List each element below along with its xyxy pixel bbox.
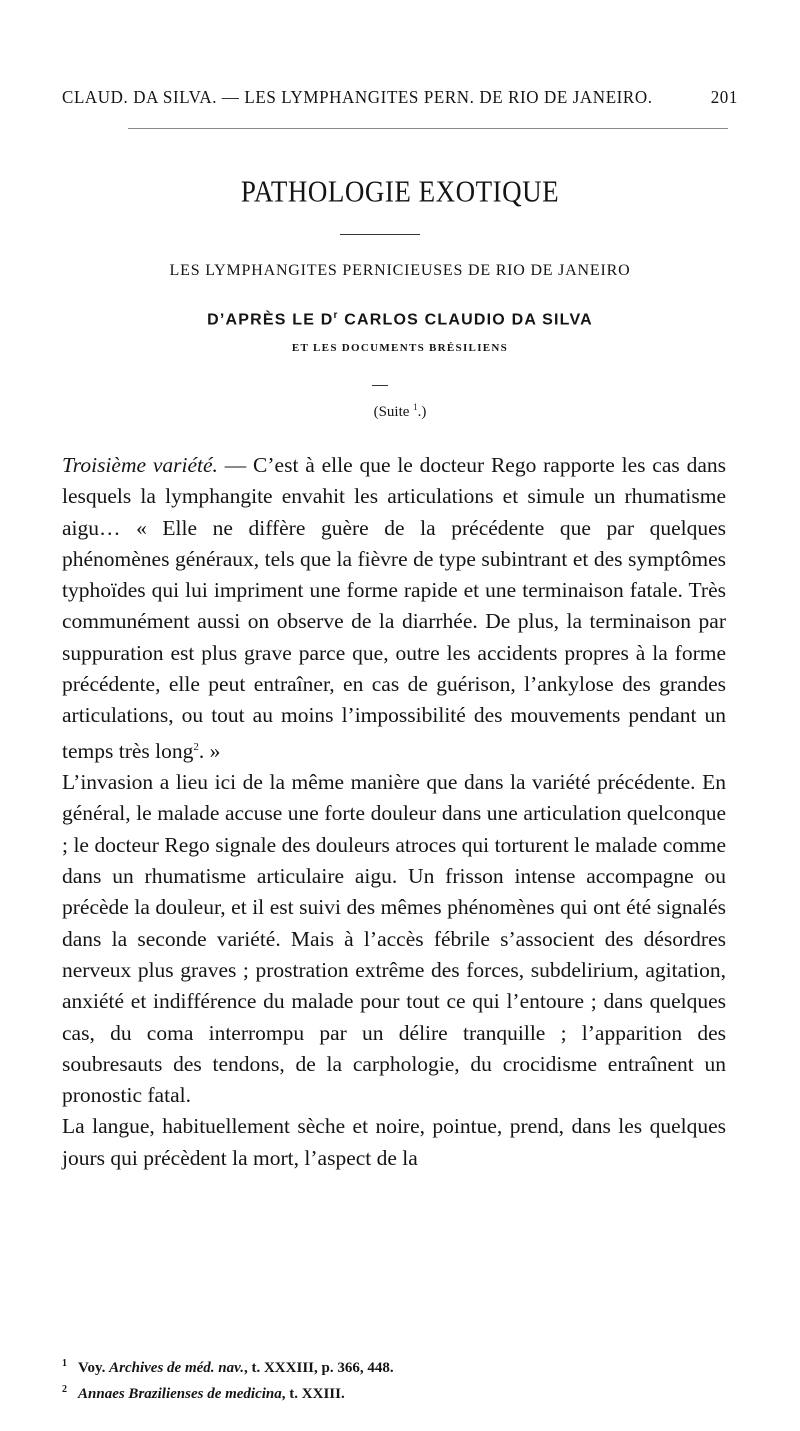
footnotes	[62, 1353, 726, 1405]
footnote-post: , t. XXXIII, p. 366, 448.	[243, 1360, 394, 1376]
section-title: PATHOLOGIE EXOTIQUE	[240, 173, 560, 209]
paragraph-1-end: . »	[198, 738, 221, 763]
header-rule	[128, 128, 728, 129]
footnote-2	[62, 1379, 726, 1405]
suite-note-ref: 1	[413, 402, 418, 412]
body-text	[62, 450, 726, 1174]
footnote-number: 1	[62, 1358, 67, 1369]
byline-sup: r	[333, 310, 339, 321]
paragraph-1	[62, 450, 726, 767]
small-divider	[372, 385, 388, 386]
title-divider	[340, 234, 420, 235]
article-title: LES LYMPHANGITES PERNICIEUSES DE RIO DE JANEIRO	[169, 262, 631, 279]
paragraph-1-text: — C’est à elle que le docteur Rego rapporte les cas dans lesquels la lymphangite envahit les articulations et simule un rhumatisme aigu… « Elle ne diffère guère de la précédente que par quelques phénomènes généraux, tels que la fièvre de type subintrant et des symptômes typhoïdes qui lui impriment une forme rapide et une terminaison fatale. Très communément aussi on observe de la diarrhée. De plus, la terminaison par suppuration est plus grave parce que, outre les accidents propres à la forme précédente, elle peut entraîner, en cas de guérison, l’ankylose des grandes articulations, ou tout au moins l’impossibilité des mouvements pendant un temps très long	[62, 453, 726, 763]
paragraph-2: L’invasion a lieu ici de la même manière que dans la variété précédente. En général, le malade accuse une forte douleur dans une articulation quelconque ; le docteur Rego signale des douleurs atroces qui torturent le malade comme dans un rhumatisme articulaire aigu. Un frisson intense accompagne ou précède la douleur, et il est suivi des mêmes phénomènes qui ont été signalés dans la seconde variété. Mais à l’accès fébrile s’associent des désordres nerveux plus graves ; prostration extrême des forces, subdelirium, agitation, anxiété et indifférence du malade pour tout ce qui l’entoure ; dans quelques cas, du coma interrompu par un délire tranquille ; l’apparition des soubresauts des tendons, de la carphologie, du crocidisme entraînent un pronostic fatal.	[62, 770, 726, 1108]
suite-text: (Suite	[373, 404, 410, 420]
footnote-ref-2: 2	[193, 740, 199, 753]
byline-author: CARLOS CLAUDIO DA SILVA	[338, 311, 593, 329]
footnote-italic: Archives de méd. nav.	[109, 1360, 244, 1376]
paragraph-3: La langue, habituellement sèche et noire, pointue, prend, dans les quelques jours qui précèdent la mort, l’aspect de la	[62, 1114, 726, 1170]
footnote-1	[62, 1353, 726, 1379]
page-number: 201	[710, 87, 738, 108]
byline	[0, 310, 800, 329]
paragraph-1-lead: Troisième variété.	[62, 453, 218, 477]
running-head	[62, 88, 738, 109]
subline: ET LES DOCUMENTS BRÉSILIENS	[291, 342, 509, 354]
footnote-post: , t. XXIII.	[281, 1386, 345, 1402]
suite-marker	[0, 402, 800, 421]
footnote-number: 2	[62, 1384, 67, 1395]
suite-close: .)	[417, 404, 427, 420]
footnote-pre: Voy.	[78, 1360, 110, 1376]
footnote-italic: Annaes Brazilienses de medicina	[78, 1386, 282, 1402]
running-head-title: CLAUD. DA SILVA. — LES LYMPHANGITES PERN. DE RIO DE JANEIRO.	[62, 87, 653, 108]
byline-before: D’APRÈS LE D	[207, 311, 334, 329]
